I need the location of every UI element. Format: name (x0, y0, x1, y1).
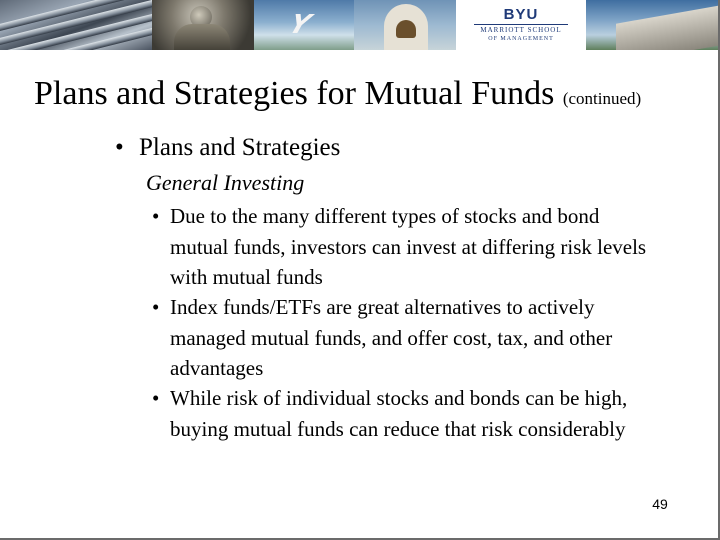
bullet-item-text: While risk of individual stocks and bonds can be high, buying mutual funds can reduce that risk considerably (170, 386, 628, 441)
header-banner (0, 0, 720, 50)
bullet-icon: • (152, 295, 160, 319)
bullet-item-text: Due to the many different types of stocks and bond mutual funds, investors can invest at differing risk levels with mutual funds (170, 204, 647, 289)
page-number: 49 (652, 496, 668, 512)
banner-photo-building (586, 0, 720, 50)
bullet-item-text: Index funds/ETFs are great alternatives to actively managed mutual funds, and offer cost, tax, and other advantages (170, 295, 613, 380)
bullet-icon: • (152, 204, 160, 228)
byu-logo: BYU MARRIOTT SCHOOL OF MANAGEMENT (456, 0, 586, 50)
slide-title (34, 72, 714, 121)
bullet-item (152, 383, 652, 444)
bullet-item (152, 201, 652, 293)
slide-title-text: Plans and Strategies for Mutual Funds (34, 75, 555, 112)
slide-title-suffix: (continued) (562, 89, 642, 108)
bullet-item (152, 292, 652, 384)
banner-photo-bell-tower (354, 0, 456, 50)
banner-photo-statue (152, 0, 254, 50)
banner-photo-mountain-y: Y (254, 0, 354, 50)
bullet-icon: • (115, 134, 124, 161)
bullet-icon: • (152, 386, 160, 410)
banner-photo-steel (0, 0, 152, 50)
bullet-level1-text: Plans and Strategies (139, 134, 341, 161)
subheading-general-investing: General Investing (146, 170, 305, 195)
bullet-level1 (115, 132, 340, 164)
